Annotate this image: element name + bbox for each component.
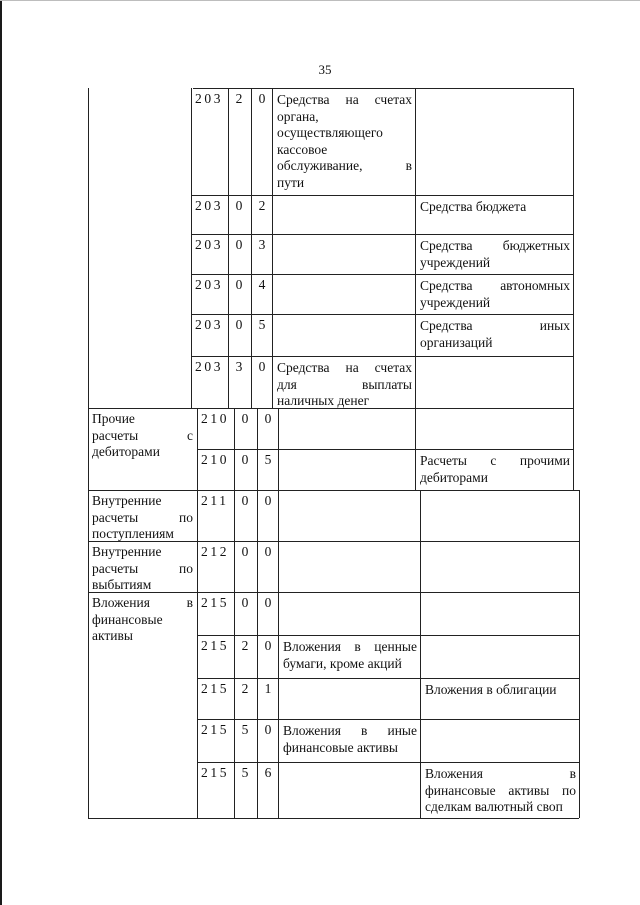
group-title-line: Внутренние xyxy=(92,544,162,559)
analytic-digit-2: 5 xyxy=(264,452,272,467)
account-name-line: кассовое xyxy=(277,141,328,157)
analytic-digit-2: 0 xyxy=(258,359,266,374)
account-code: 203 xyxy=(195,317,224,332)
account-code: 215 xyxy=(201,681,230,696)
col-border xyxy=(191,314,192,356)
analytic-digit-1: 2 xyxy=(235,91,243,106)
sheet-edge xyxy=(0,0,2,905)
row-border xyxy=(191,314,573,315)
analytic-digit-1: 2 xyxy=(241,638,249,653)
col-border xyxy=(197,635,198,678)
col-border xyxy=(278,541,279,592)
col-border xyxy=(191,88,192,195)
analytic-digit-1: 0 xyxy=(241,411,249,426)
col-border xyxy=(579,541,580,592)
col-border xyxy=(278,635,279,678)
analytic-digit-1: 0 xyxy=(241,595,249,610)
col-border xyxy=(272,356,273,408)
group-title xyxy=(92,544,193,594)
analytic-digit-1: 5 xyxy=(241,765,249,780)
analytic-digit-2: 0 xyxy=(264,595,272,610)
col-border xyxy=(278,719,279,762)
col-border xyxy=(573,314,574,356)
analytic-digit-2: 2 xyxy=(258,198,266,213)
account-code: 215 xyxy=(201,765,230,780)
account-name xyxy=(283,639,417,672)
col-border xyxy=(191,274,192,314)
col-border xyxy=(579,490,580,541)
subaccount-name xyxy=(420,453,570,486)
subaccount-name-line: организаций xyxy=(420,334,493,350)
subaccount-name xyxy=(425,682,576,699)
group-title-line: финансовые xyxy=(92,611,163,627)
account-code: 203 xyxy=(195,237,224,252)
col-border xyxy=(278,449,279,490)
col-border xyxy=(278,678,279,719)
analytic-digit-2: 6 xyxy=(264,765,272,780)
row-border xyxy=(191,234,573,235)
col-border xyxy=(579,678,580,719)
account-code: 215 xyxy=(201,595,230,610)
row-border xyxy=(197,592,579,593)
col-border xyxy=(415,408,416,449)
subaccount-name xyxy=(425,766,576,816)
analytic-digit-2: 1 xyxy=(264,681,272,696)
group-title-line: расчеты с xyxy=(92,427,193,443)
col-border xyxy=(272,314,273,356)
col-border xyxy=(191,195,192,234)
col-border xyxy=(278,490,279,541)
row-border xyxy=(193,88,573,89)
group-border xyxy=(88,818,197,819)
row-border xyxy=(197,678,579,679)
col-border xyxy=(420,541,421,592)
subaccount-name-line: Вложения в облигации xyxy=(425,682,557,697)
analytic-digit-2: 0 xyxy=(264,638,272,653)
subaccount-name xyxy=(420,199,570,216)
subaccount-name-line: Средства иных xyxy=(420,318,570,333)
account-name xyxy=(283,723,417,756)
subaccount-name xyxy=(420,278,570,311)
account-name-line: Вложения в иные xyxy=(283,723,417,738)
col-border xyxy=(420,678,421,719)
account-name-line: обслуживание, в xyxy=(277,158,412,173)
subaccount-name-line: Средства бюджета xyxy=(420,199,527,214)
subaccount-name-line: Вложения в xyxy=(425,766,576,781)
row-border xyxy=(191,356,573,357)
col-border xyxy=(191,234,192,274)
analytic-digit-2: 0 xyxy=(258,91,266,106)
group-title xyxy=(92,595,193,645)
analytic-digit-2: 0 xyxy=(264,544,272,559)
col-border xyxy=(573,408,574,449)
analytic-digit-1: 0 xyxy=(235,277,243,292)
col-border xyxy=(420,762,421,818)
group-title-line: Внутренние xyxy=(92,493,162,508)
subaccount-name-line: Средства автономных xyxy=(420,278,570,293)
subaccount-name-line: дебиторами xyxy=(420,469,488,485)
col-border xyxy=(197,449,198,490)
account-name-line: бумаги, кроме акций xyxy=(283,655,402,671)
col-border xyxy=(197,719,198,762)
left-border xyxy=(88,88,89,818)
account-code: 210 xyxy=(201,452,230,467)
account-name-line: для выплаты xyxy=(277,376,412,392)
col-border xyxy=(415,314,416,356)
row-border xyxy=(197,818,579,819)
sheet-edge-top xyxy=(0,0,640,1)
account-code: 210 xyxy=(201,411,230,426)
subaccount-name-line: учреждений xyxy=(420,294,491,310)
col-border xyxy=(197,408,198,449)
col-border xyxy=(415,356,416,408)
col-border xyxy=(197,678,198,719)
col-border xyxy=(272,195,273,234)
group-title-line: Прочие xyxy=(92,411,135,426)
col-border xyxy=(579,635,580,678)
subaccount-name-line: учреждений xyxy=(420,254,491,270)
analytic-digit-1: 0 xyxy=(241,452,249,467)
subaccount-name xyxy=(420,318,570,351)
col-border xyxy=(573,234,574,274)
row-border xyxy=(197,719,579,720)
col-border xyxy=(420,635,421,678)
col-border xyxy=(415,88,416,195)
account-code: 212 xyxy=(201,544,230,559)
col-border xyxy=(191,356,192,408)
analytic-digit-2: 0 xyxy=(264,411,272,426)
group-title-line: расчеты по xyxy=(92,560,193,576)
analytic-digit-1: 0 xyxy=(235,317,243,332)
col-border xyxy=(278,592,279,635)
analytic-digit-2: 0 xyxy=(264,722,272,737)
account-code: 203 xyxy=(195,198,224,213)
account-name-line: Вложения в ценные xyxy=(283,639,417,654)
group-title-line: расчеты по xyxy=(92,509,193,525)
row-border xyxy=(197,449,573,450)
account-name-line: осуществляющего xyxy=(277,125,383,140)
account-code: 215 xyxy=(201,638,230,653)
col-border xyxy=(579,592,580,635)
analytic-digit-1: 0 xyxy=(235,237,243,252)
analytic-digit-1: 3 xyxy=(235,359,243,374)
row-border xyxy=(197,762,579,763)
analytic-digit-2: 5 xyxy=(258,317,266,332)
analytic-digit-2: 4 xyxy=(258,277,266,292)
group-title xyxy=(92,493,193,543)
col-border xyxy=(272,274,273,314)
account-name-line: пути xyxy=(277,174,305,190)
account-name-line: наличных денег xyxy=(277,393,370,408)
col-border xyxy=(197,592,198,635)
analytic-digit-1: 2 xyxy=(241,681,249,696)
account-name-line: финансовые активы xyxy=(283,739,398,755)
col-border xyxy=(415,274,416,314)
subaccount-name xyxy=(420,238,570,271)
group-title xyxy=(92,411,193,461)
col-border xyxy=(272,234,273,274)
col-border xyxy=(415,195,416,234)
group-border xyxy=(88,490,197,491)
account-code: 211 xyxy=(201,493,229,508)
account-name-line: Средства на счетах xyxy=(277,360,412,375)
col-border xyxy=(197,541,198,592)
account-code: 203 xyxy=(195,277,224,292)
col-border xyxy=(272,88,273,195)
analytic-digit-1: 5 xyxy=(241,722,249,737)
col-border xyxy=(415,449,416,490)
group-title-line: выбытиям xyxy=(92,577,152,592)
col-border xyxy=(573,274,574,314)
group-title-line: Вложения в xyxy=(92,595,193,610)
col-border xyxy=(197,490,198,541)
subaccount-name-line: Расчеты с прочими xyxy=(420,453,570,468)
row-border xyxy=(191,195,573,196)
col-border xyxy=(579,719,580,762)
account-code: 203 xyxy=(195,359,224,374)
account-name xyxy=(277,92,412,191)
col-border xyxy=(573,88,574,195)
row-border xyxy=(191,274,573,275)
group-title-line: дебиторами xyxy=(92,444,160,459)
analytic-digit-2: 0 xyxy=(264,493,272,508)
col-border xyxy=(420,592,421,635)
group-border xyxy=(88,408,197,409)
row-border xyxy=(197,635,579,636)
col-border xyxy=(420,490,421,541)
row-border xyxy=(197,490,579,491)
analytic-digit-1: 0 xyxy=(241,493,249,508)
account-name-line: Средства на счетах xyxy=(277,92,412,107)
col-border xyxy=(573,449,574,490)
subaccount-name-line: Средства бюджетных xyxy=(420,238,570,253)
col-border xyxy=(579,762,580,818)
group-title-line: поступлениям xyxy=(92,526,174,541)
col-border xyxy=(573,195,574,234)
col-border xyxy=(197,762,198,818)
analytic-digit-1: 0 xyxy=(241,544,249,559)
account-code: 203 xyxy=(195,91,224,106)
page-number: 35 xyxy=(318,62,332,77)
subaccount-name-line: сделкам валютный своп xyxy=(425,799,563,814)
account-name xyxy=(277,360,412,410)
col-border xyxy=(420,719,421,762)
col-border xyxy=(278,762,279,818)
analytic-digit-2: 3 xyxy=(258,237,266,252)
account-code: 215 xyxy=(201,722,230,737)
col-border xyxy=(415,234,416,274)
col-border xyxy=(278,408,279,449)
col-border xyxy=(573,356,574,408)
row-border xyxy=(197,541,579,542)
subaccount-name-line: финансовые активы по xyxy=(425,782,576,798)
group-title-line: активы xyxy=(92,628,133,643)
account-name-line: органа, xyxy=(277,108,319,124)
analytic-digit-1: 0 xyxy=(235,198,243,213)
